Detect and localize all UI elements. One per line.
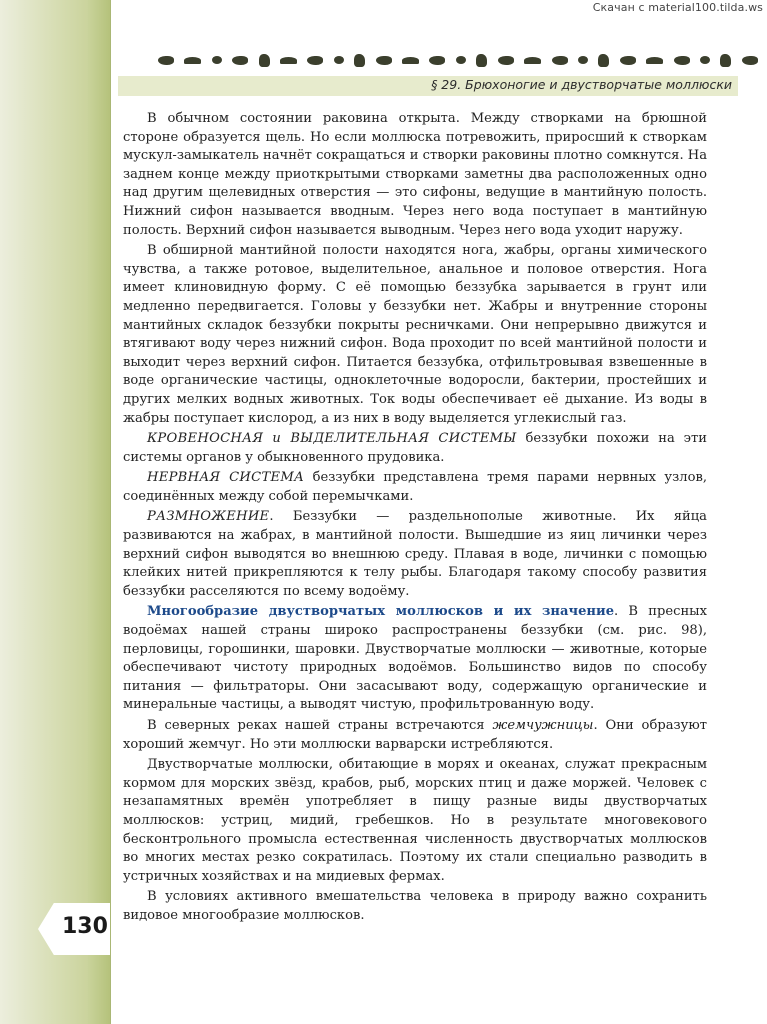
animal-silhouette-icon bbox=[456, 56, 466, 64]
paragraph: В условиях активного вмешательства человека в природу важно сохранить видовое многообразие моллюсков. bbox=[123, 889, 707, 923]
animal-silhouette-icon bbox=[598, 54, 609, 67]
animal-silhouette-icon bbox=[259, 54, 270, 67]
source-watermark: Скачан с material100.tilda.ws bbox=[592, 1, 763, 14]
animal-silhouette-icon bbox=[376, 56, 392, 65]
paragraph: КРОВЕНОСНАЯ и ВЫДЕЛИТЕЛЬНАЯ СИСТЕМЫ беззубки похожи на эти системы органов у обыкновенного прудовика. bbox=[123, 431, 707, 465]
page-body bbox=[123, 110, 707, 928]
animal-silhouette-icon bbox=[524, 57, 541, 64]
animal-silhouette-icon bbox=[429, 56, 445, 65]
paragraph: В обширной мантийной полости находятся нога, жабры, органы химического чувства, а также ротовое, выделительное, анальное и половое отверстия. Нога имеет клиновидную форму. С её помощью беззубка зарывается в грунт или медленно передвигается. Головы у беззубки нет. Жабры и внутренние стороны мантийных складок беззубки покрыты ресничками. Они непрерывно движутся и втягивают воду через нижний сифон. Вода проходит по всей мантийной полости и выходит через верхний сифон. Питается беззубка, отфильтровывая взвешенные в воде органические частицы, одноклеточные водоросли, бактерии, простейших и других мелких водных животных. Ток воды обеспечивает её дыхание. Из воды в жабры поступает кислород, а из них в воду выделяется углекислый газ. bbox=[123, 243, 707, 426]
paragraph: РАЗМНОЖЕНИЕ. Беззубки — раздельнополые животные. Их яйца развиваются на жабрах, в мантийной полости. Вышедшие из яиц личинки через верхний сифон выводятся во внешнюю среду. Плавая в воде, личинки с помощью клейких нитей прикрепляются к телу рыбы. Благодаря такому способу развития беззубки расселяются по всему водоёму. bbox=[123, 509, 707, 599]
animal-silhouette-icon bbox=[402, 57, 419, 64]
paragraph: Многообразие двустворчатых моллюсков и их значение. В пресных водоёмах нашей страны широко распространены беззубки (см. рис. 98), перловицы, горошинки, шаровки. Двустворчатые моллюски — животные, которые обеспечивают чистоту природных водоёмов. Большинство видов по способу питания — фильтраторы. Они засасывают воду, содержащую органические и минеральные частицы, а выводят чистую, профильтрованную воду. bbox=[123, 604, 707, 713]
running-header-title: § 29. Брюхоногие и двустворчатые моллюски bbox=[431, 77, 732, 92]
animal-silhouette-icon bbox=[620, 56, 636, 65]
animal-silhouette-icon bbox=[720, 54, 731, 67]
animal-silhouette-icon bbox=[742, 56, 758, 65]
paragraph: НЕРВНАЯ СИСТЕМА беззубки представлена тремя парами нервных узлов, соединённых между собой перемычками. bbox=[123, 470, 707, 504]
animal-silhouette-icon bbox=[646, 57, 663, 64]
section-heading: Многообразие двустворчатых моллюсков и их значение bbox=[147, 604, 615, 620]
system-term: НЕРВНАЯ СИСТЕМА bbox=[147, 470, 305, 486]
animal-silhouette-icon bbox=[280, 57, 297, 64]
page-number: 130 bbox=[62, 914, 108, 939]
animal-silhouette-icon bbox=[184, 57, 201, 64]
italic-term: жемчужницы bbox=[492, 718, 594, 733]
animal-silhouette-icon bbox=[674, 56, 690, 65]
animal-silhouette-icon bbox=[334, 56, 344, 64]
animal-silhouette-icon bbox=[700, 56, 710, 64]
animal-silhouette-icon bbox=[158, 56, 174, 65]
animal-silhouette-icon bbox=[552, 56, 568, 65]
animal-silhouette-icon bbox=[232, 56, 248, 65]
animal-silhouette-icon bbox=[212, 56, 222, 64]
system-term: КРОВЕНОСНАЯ и ВЫДЕЛИТЕЛЬНАЯ СИСТЕМЫ bbox=[147, 431, 517, 447]
animal-silhouette-icon bbox=[498, 56, 514, 65]
animal-silhouette-icon bbox=[307, 56, 323, 65]
page-margin-band bbox=[88, 0, 110, 1024]
paragraph: Двустворчатые моллюски, обитающие в морях и океанах, служат прекрасным кормом для морских звёзд, крабов, рыб, морских птиц и даже моржей. Человек с незапамятных времён употребляет в пищу разные виды двустворчатых моллюсков: устриц, мидий, гребешков. Но в результате многовекового бесконтрольного промысла естественная численность двустворчатых моллюсков во многих местах резко сократилась. Поэтому их стали специально разводить в устричных хозяйствах и на мидиевых фермах. bbox=[123, 757, 707, 884]
animal-silhouette-strip bbox=[158, 49, 758, 71]
system-term: РАЗМНОЖЕНИЕ bbox=[147, 509, 270, 525]
animal-silhouette-icon bbox=[578, 56, 588, 64]
paragraph: В обычном состоянии раковина открыта. Между створками на брюшной стороне образуется щель. Но если моллюска потревожить, приросший к створкам мускул-замыкатель начнёт сокращаться и створки раковины плотно сомкнутся. На заднем конце между приоткрытыми створками заметны два расположенных одно над другим щелевидных отверстия — это сифоны, ведущие в мантийную полость. Нижний сифон называется вводным. Через него вода поступает в мантийную полость. Верхний сифон называется выводным. Через него вода уходит наружу. bbox=[123, 111, 707, 238]
animal-silhouette-icon bbox=[354, 54, 365, 67]
animal-silhouette-icon bbox=[476, 54, 487, 67]
paragraph: В северных реках нашей страны встречаются жемчужницы. Они образуют хороший жемчуг. Но эти моллюски варварски истребляются. bbox=[123, 718, 708, 752]
